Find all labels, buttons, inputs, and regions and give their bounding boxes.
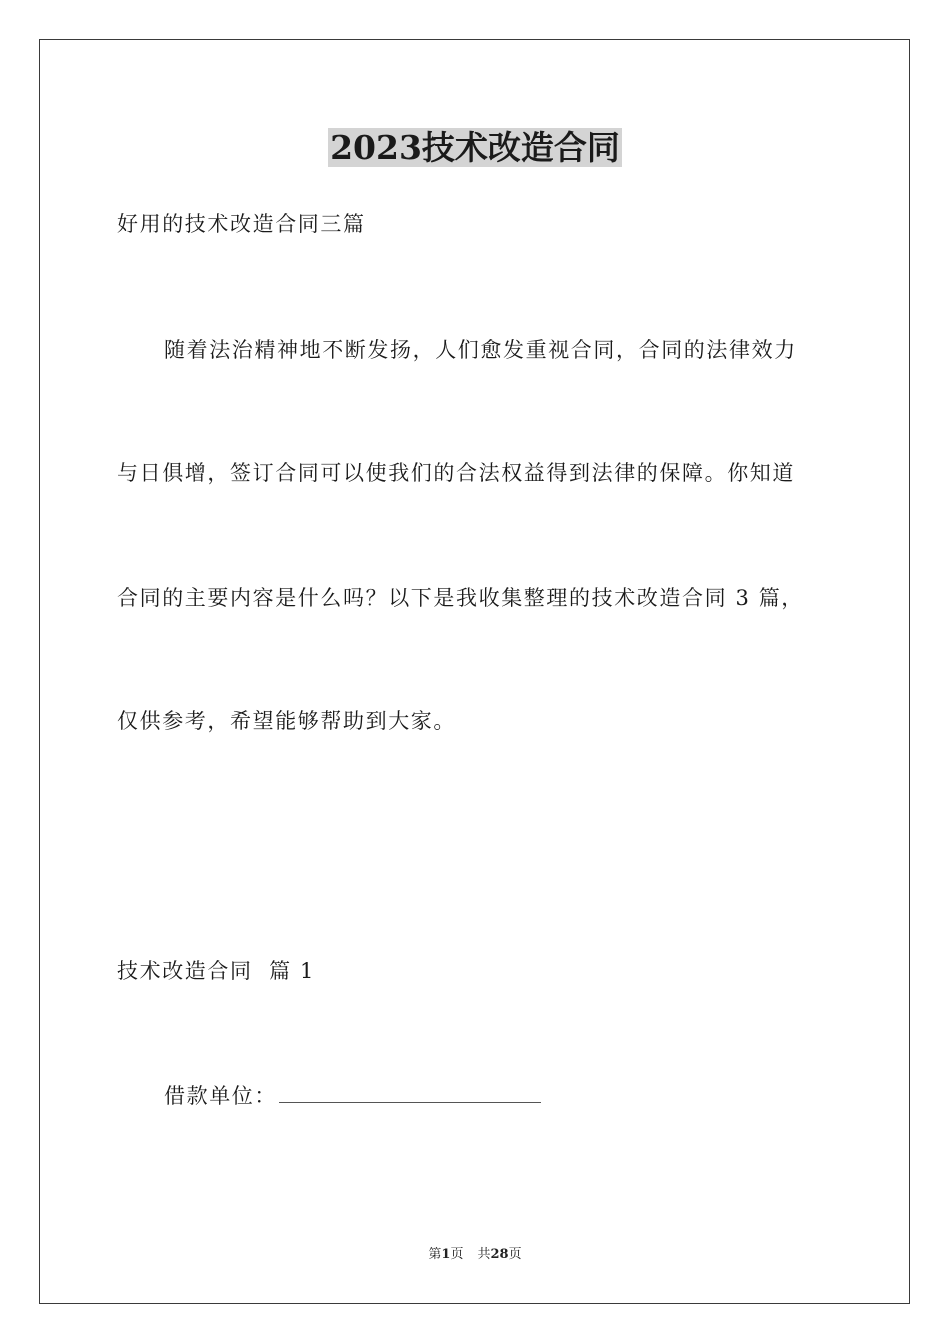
footer-page-prefix: 第 (428, 1247, 442, 1262)
document-title-text: 2023技术改造合同 (330, 128, 620, 167)
footer-page-total: 28 (490, 1247, 509, 1262)
borrower-field-label: 借款单位： (164, 1084, 277, 1108)
footer-total-suffix: 页 (508, 1247, 522, 1262)
intro-line-3: 合同的主要内容是什么吗？以下是我收集整理的技术改造合同 3 篇， (117, 586, 804, 610)
footer-page-current: 1 (441, 1247, 451, 1262)
intro-line-4: 仅供参考，希望能够帮助到大家。 (117, 709, 456, 733)
page-footer (0, 1246, 950, 1264)
borrower-field-blank[interactable] (279, 1082, 541, 1103)
footer-page-suffix: 页 (450, 1247, 464, 1262)
document-subtitle: 好用的技术改造合同三篇 (117, 212, 366, 236)
document-title (0, 126, 950, 170)
intro-line-2: 与日俱增，签订合同可以使我们的合法权益得到法律的保障。你知道 (117, 461, 795, 485)
footer-total-prefix: 共 (477, 1247, 491, 1262)
section-heading: 技术改造合同 篇 1 (117, 959, 315, 983)
borrower-field (164, 1081, 541, 1111)
intro-line-1: 随着法治精神地不断发扬，人们愈发重视合同，合同的法律效力 (164, 338, 797, 362)
